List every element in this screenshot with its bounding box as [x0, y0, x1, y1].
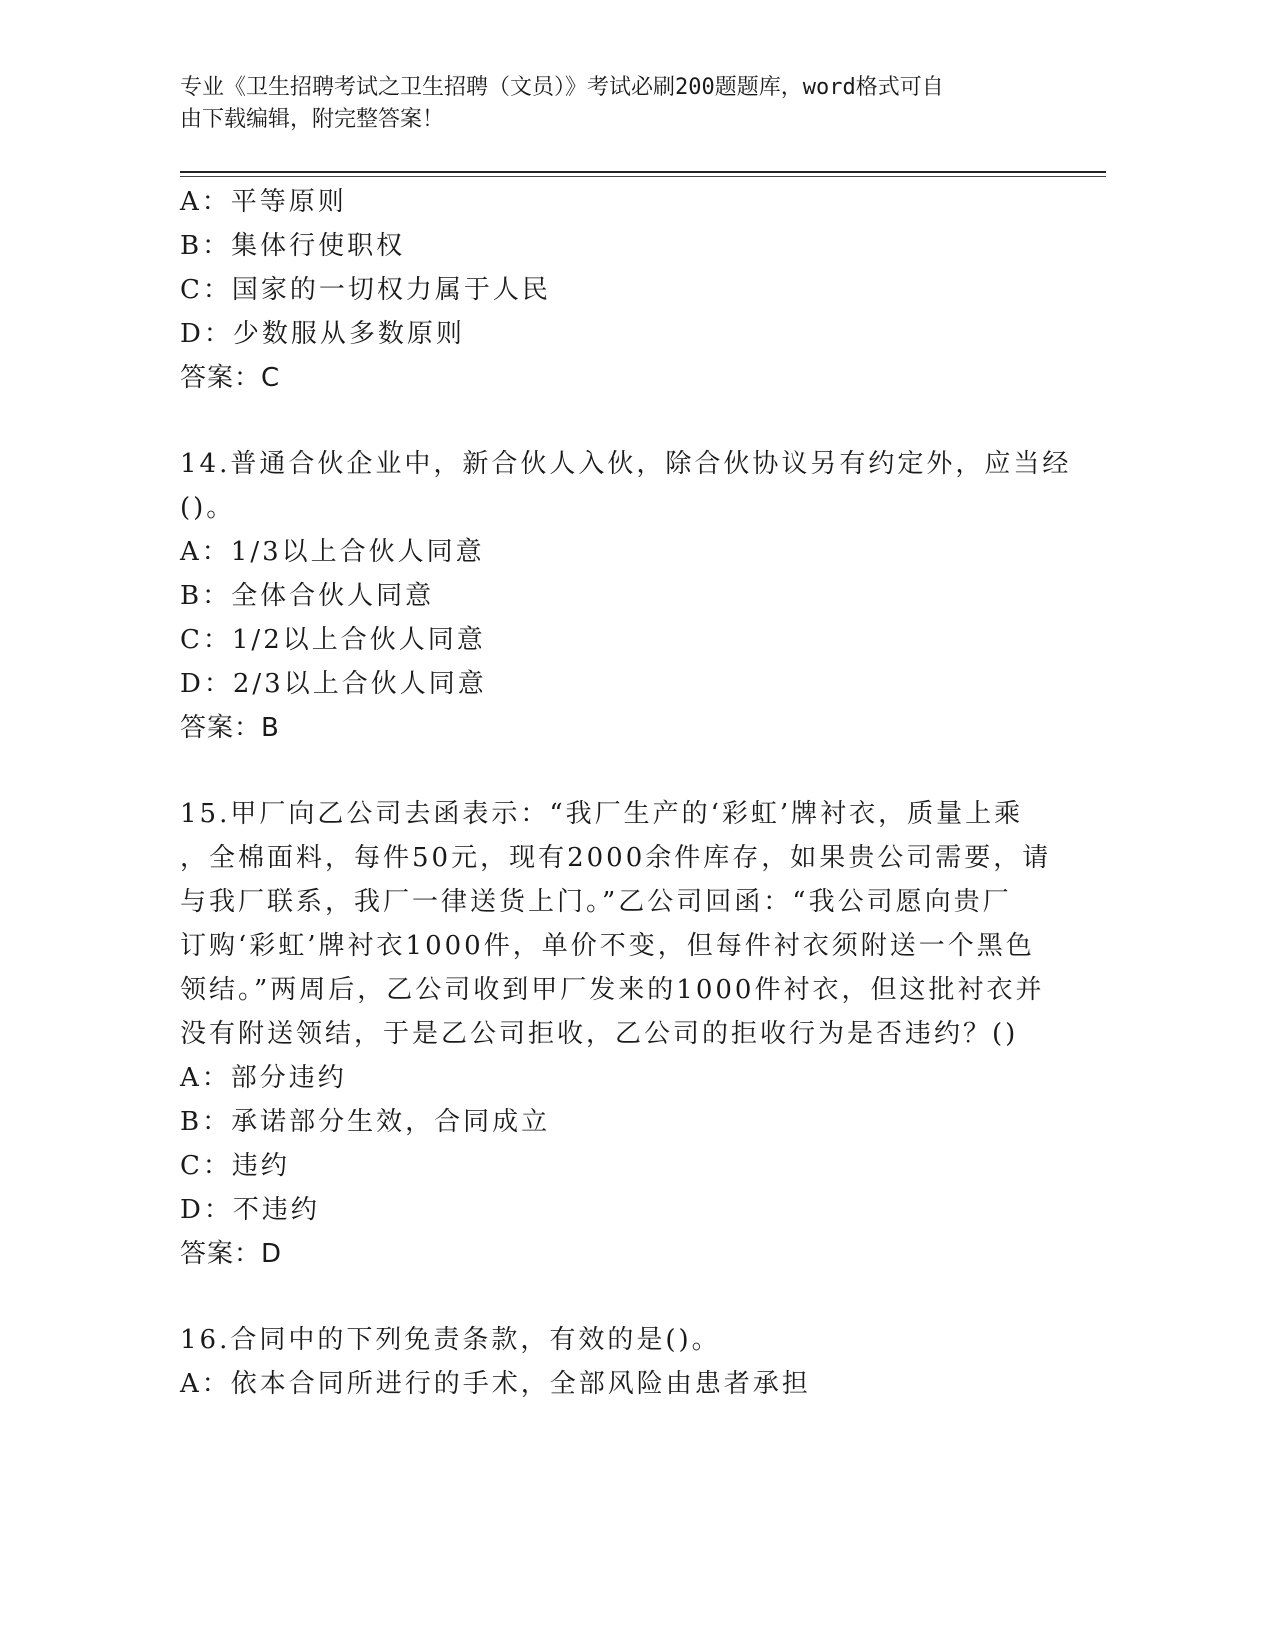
question-15 [180, 792, 1050, 1276]
spacer [180, 1276, 1050, 1318]
question-14-option-b: B：全体合伙人同意 [180, 581, 435, 611]
question-13-option-a: A：平等原则 [180, 187, 347, 217]
question-14-option-c: C：1/2以上合伙人同意 [180, 625, 486, 655]
question-14-stem-line-1: 14.普通合伙企业中，新合伙人入伙，除合伙协议另有约定外，应当经 [180, 449, 1072, 479]
question-16-option-a: A：依本合同所进行的手术，全部风险由患者承担 [180, 1369, 811, 1399]
question-14-option-d: D：2/3以上合伙人同意 [180, 669, 487, 699]
question-15-option-a: A：部分违约 [180, 1063, 347, 1093]
question-14 [180, 442, 1072, 750]
question-14-answer: 答案：B [180, 713, 280, 743]
spacer [180, 750, 1050, 792]
question-15-stem-line-5: 领结。”两周后，乙公司收到甲厂发来的1000件衬衣，但这批衬衣并 [180, 975, 1045, 1005]
question-14-option-a: A：1/3以上合伙人同意 [180, 537, 485, 567]
question-15-option-d: D：不违约 [180, 1195, 320, 1225]
question-15-stem-line-1: 15.甲厂向乙公司去函表示：“我厂生产的‘彩虹’牌衬衣，质量上乘 [180, 799, 1024, 829]
document-header [180, 72, 1050, 136]
question-13-option-d: D：少数服从多数原则 [180, 319, 465, 349]
question-13-option-b: B：集体行使职权 [180, 231, 406, 261]
question-15-stem-line-3: 与我厂联系，我厂一律送货上门。”乙公司回函：“我公司愿向贵厂 [180, 887, 1012, 917]
question-16-stem-line-1: 16.合同中的下列免责条款，有效的是()。 [180, 1325, 721, 1355]
question-13 [180, 180, 1050, 400]
header-line-1: 专业《卫生招聘考试之卫生招聘（文员）》考试必刷200题题库，word格式可自 [180, 75, 944, 100]
spacer [180, 400, 1050, 442]
header-rule-thick [180, 171, 1106, 173]
question-13-option-c: C：国家的一切权力属于人民 [180, 275, 551, 305]
question-16 [180, 1318, 1050, 1406]
question-15-stem-line-6: 没有附送领结，于是乙公司拒收，乙公司的拒收行为是否违约？() [180, 1019, 1019, 1049]
question-15-stem-line-4: 订购‘彩虹’牌衬衣1000件，单价不变，但每件衬衣须附送一个黑色 [180, 931, 1035, 961]
question-15-stem-line-2: ，全棉面料，每件50元，现有2000余件库存，如果贵公司需要，请 [180, 843, 1052, 873]
header-rule-thin [180, 176, 1106, 177]
question-15-option-b: B：承诺部分生效，合同成立 [180, 1107, 551, 1137]
question-15-answer: 答案：D [180, 1239, 283, 1269]
header-line-2: 由下载编辑，附完整答案！ [180, 107, 445, 132]
question-list [180, 180, 1072, 1406]
question-13-answer: 答案：C [180, 363, 281, 393]
question-14-stem-line-2: ()。 [180, 493, 236, 523]
question-15-option-c: C：违约 [180, 1151, 290, 1181]
